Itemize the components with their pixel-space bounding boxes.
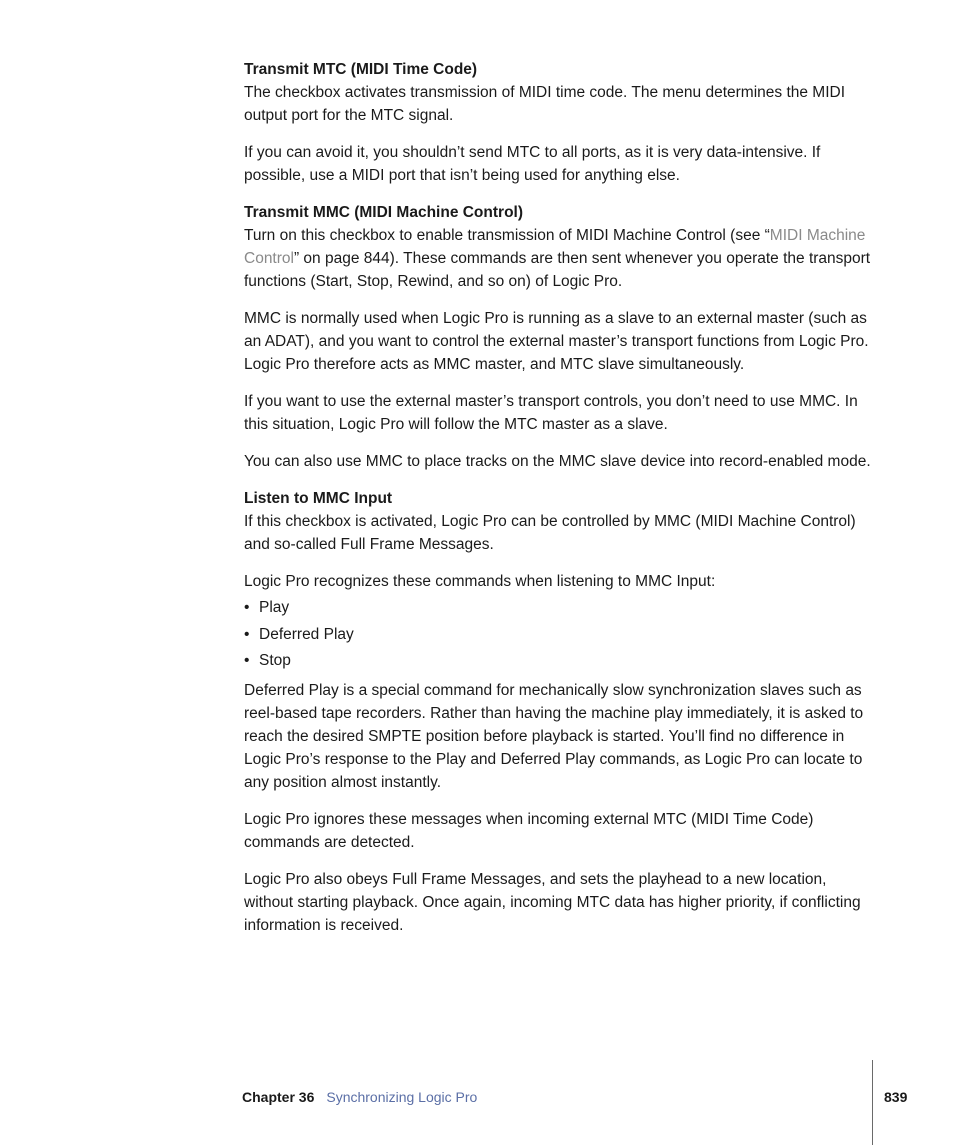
bullet-icon: • (244, 599, 250, 616)
heading-listen-mmc-input: Listen to MMC Input (244, 490, 393, 507)
command-list (244, 596, 874, 676)
page-number: 839 (884, 1089, 908, 1105)
page-content (244, 58, 874, 937)
paragraph: If this checkbox is activated, Logic Pro can be controlled by MMC (MIDI Machine Control) and so-called Full Frame Messages. (244, 513, 856, 553)
bullet-icon: • (244, 652, 250, 669)
link-midi-machine-control[interactable]: MIDI Machine Control (244, 227, 866, 267)
paragraph: If you want to use the external master’s transport controls, you don’t need to use MMC. In this situation, Logic Pro will follow the MTC master as a slave. (244, 393, 858, 433)
paragraph: Logic Pro recognizes these commands when listening to MMC Input: (244, 573, 716, 590)
paragraph: The checkbox activates transmission of MIDI time code. The menu determines the MIDI output port for the MTC signal. (244, 84, 846, 124)
paragraph: MMC is normally used when Logic Pro is running as a slave to an external master (such as an ADAT), and you want to control the external master’s transport functions from Logic Pro. Logic Pro therefore acts as MMC master, and MTC slave simultaneously. (244, 310, 869, 373)
paragraph: If you can avoid it, you shouldn’t send MTC to all ports, as it is very data-intensive. If possible, use a MIDI port that isn’t being used for anything else. (244, 144, 821, 184)
paragraph: Logic Pro ignores these messages when incoming external MTC (MIDI Time Code) commands are detected. (244, 810, 814, 851)
paragraph: Turn on this checkbox to enable transmission of MIDI Machine Control (see “MIDI Machine Control” on page 844). These commands are then sent whenever you operate the transport functions (Start, Stop, Rewind, and so on) of Logic Pro. (244, 227, 871, 290)
paragraph: Logic Pro also obeys Full Frame Messages, and sets the playhead to a new location, without starting playback. Once again, incoming MTC data has higher priority, if conflicting information is received. (244, 870, 861, 934)
list-item: • Play (244, 596, 874, 623)
paragraph: You can also use MMC to place tracks on the MMC slave device into record-enabled mode. (244, 453, 871, 470)
list-item: • Stop (244, 649, 874, 676)
heading-transmit-mtc: Transmit MTC (MIDI Time Code) (244, 61, 478, 78)
chapter-label: Chapter 36 (242, 1089, 315, 1105)
paragraph: Deferred Play is a special command for mechanically slow synchronization slaves such as reel-based tape recorders. Rather than having the machine play immediately, it is asked to reach the desired SMPTE position before playback is started. You’ll find no difference in Logic Pro’s response to the Play and Deferred Play commands, as Logic Pro can locate to any position almost instantly. (244, 681, 864, 791)
page-footer (242, 1087, 477, 1107)
chapter-title-link[interactable]: Synchronizing Logic Pro (326, 1089, 478, 1105)
bullet-icon: • (244, 625, 250, 643)
heading-transmit-mmc: Transmit MMC (MIDI Machine Control) (244, 204, 523, 221)
list-item: • Deferred Play (244, 623, 874, 650)
footer-divider (872, 1060, 873, 1145)
